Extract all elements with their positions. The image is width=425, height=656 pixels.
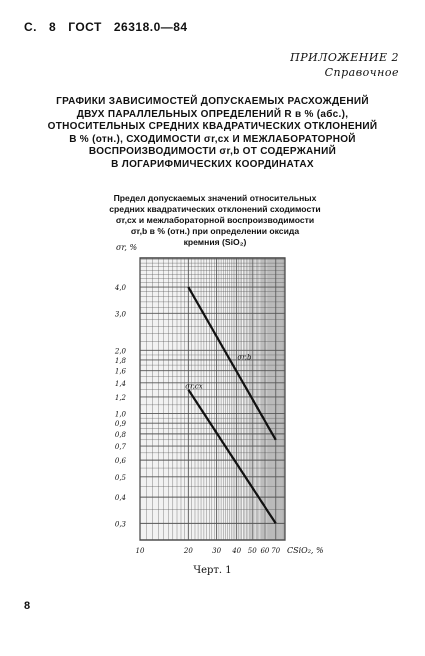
subtitle-line: σr,b в % (отн.) при определении оксида [130, 226, 300, 236]
subtitle-line: Предел допускаемых значений относительных [113, 193, 317, 203]
y-tick-label: 1,2 [114, 393, 126, 402]
series-label: σr,b [237, 353, 252, 362]
title-line: В % (отн.), СХОДИМОСТИ σr,сх И МЕЖЛАБОРАТОРНОЙ [69, 133, 356, 145]
standard-label: ГОСТ [68, 20, 102, 34]
subtitle-line: σr,сх и межлабораторной воспроизводимости [115, 215, 315, 225]
y-tick-label: 3,0 [114, 310, 126, 319]
y-tick-label: 0,7 [114, 443, 126, 452]
subtitle-line: средних квадратических отклонений сходимости [109, 204, 321, 214]
title-line: В ЛОГАРИФМИЧЕСКИХ КООРДИНАТАХ [111, 158, 314, 170]
title-line: ГРАФИКИ ЗАВИСИМОСТЕЙ ДОПУСКАЕМЫХ РАСХОЖДЕНИЙ [56, 96, 369, 107]
x-tick-label: 10 [135, 547, 145, 555]
plot-frame [140, 258, 285, 540]
header-page-number: 8 [49, 20, 57, 34]
x-tick-label: 30 [212, 547, 222, 555]
y-tick-label: 2,0 [114, 347, 126, 356]
y-tick-label: 1,4 [114, 379, 126, 388]
y-tick-label: 0,8 [114, 430, 126, 439]
figure-caption: Черт. 1 [193, 565, 232, 576]
y-tick-label: 4,0 [114, 284, 126, 293]
y-tick-label: 0,6 [114, 457, 126, 466]
title-line: ДВУХ ПАРАЛЛЕЛЬНЫХ ОПРЕДЕЛЕНИЙ R в % (абс.), [76, 108, 349, 120]
appendix-kind: Справочное [324, 66, 399, 79]
standard-code: 26318.0—84 [113, 20, 188, 34]
appendix-label: ПРИЛОЖЕНИЕ 2 [290, 51, 399, 64]
y-axis-label: σr, % [116, 243, 138, 252]
y-tick-label: 0,4 [114, 494, 126, 503]
x-tick-label: 50 [247, 547, 257, 555]
x-tick-label: 70 [271, 547, 281, 555]
y-tick-label: 1,8 [114, 356, 126, 365]
y-tick-label: 0,5 [114, 473, 126, 482]
y-tick-label: 1,0 [114, 410, 126, 419]
title-line: ОТНОСИТЕЛЬНЫХ СРЕДНИХ КВАДРАТИЧЕСКИХ ОТКЛОНЕНИЙ [47, 121, 378, 132]
subtitle-line: кремния (SiO₂) [183, 237, 247, 247]
y-tick-label: 0,3 [114, 520, 126, 529]
x-axis-label: CSiO₂, % [287, 546, 324, 555]
x-tick-label: 40 [232, 547, 242, 555]
series-label: σr,сх [185, 382, 203, 391]
x-tick-label: 20 [183, 547, 193, 555]
page-number: 8 [24, 600, 31, 612]
y-tick-label: 0,9 [114, 420, 126, 429]
y-tick-label: 1,6 [114, 367, 126, 376]
page-prefix: С. [24, 20, 37, 34]
x-tick-label: 60 [260, 547, 270, 555]
title-line: ВОСПРОИЗВОДИМОСТИ σr,b ОТ СОДЕРЖАНИЙ [88, 146, 337, 157]
